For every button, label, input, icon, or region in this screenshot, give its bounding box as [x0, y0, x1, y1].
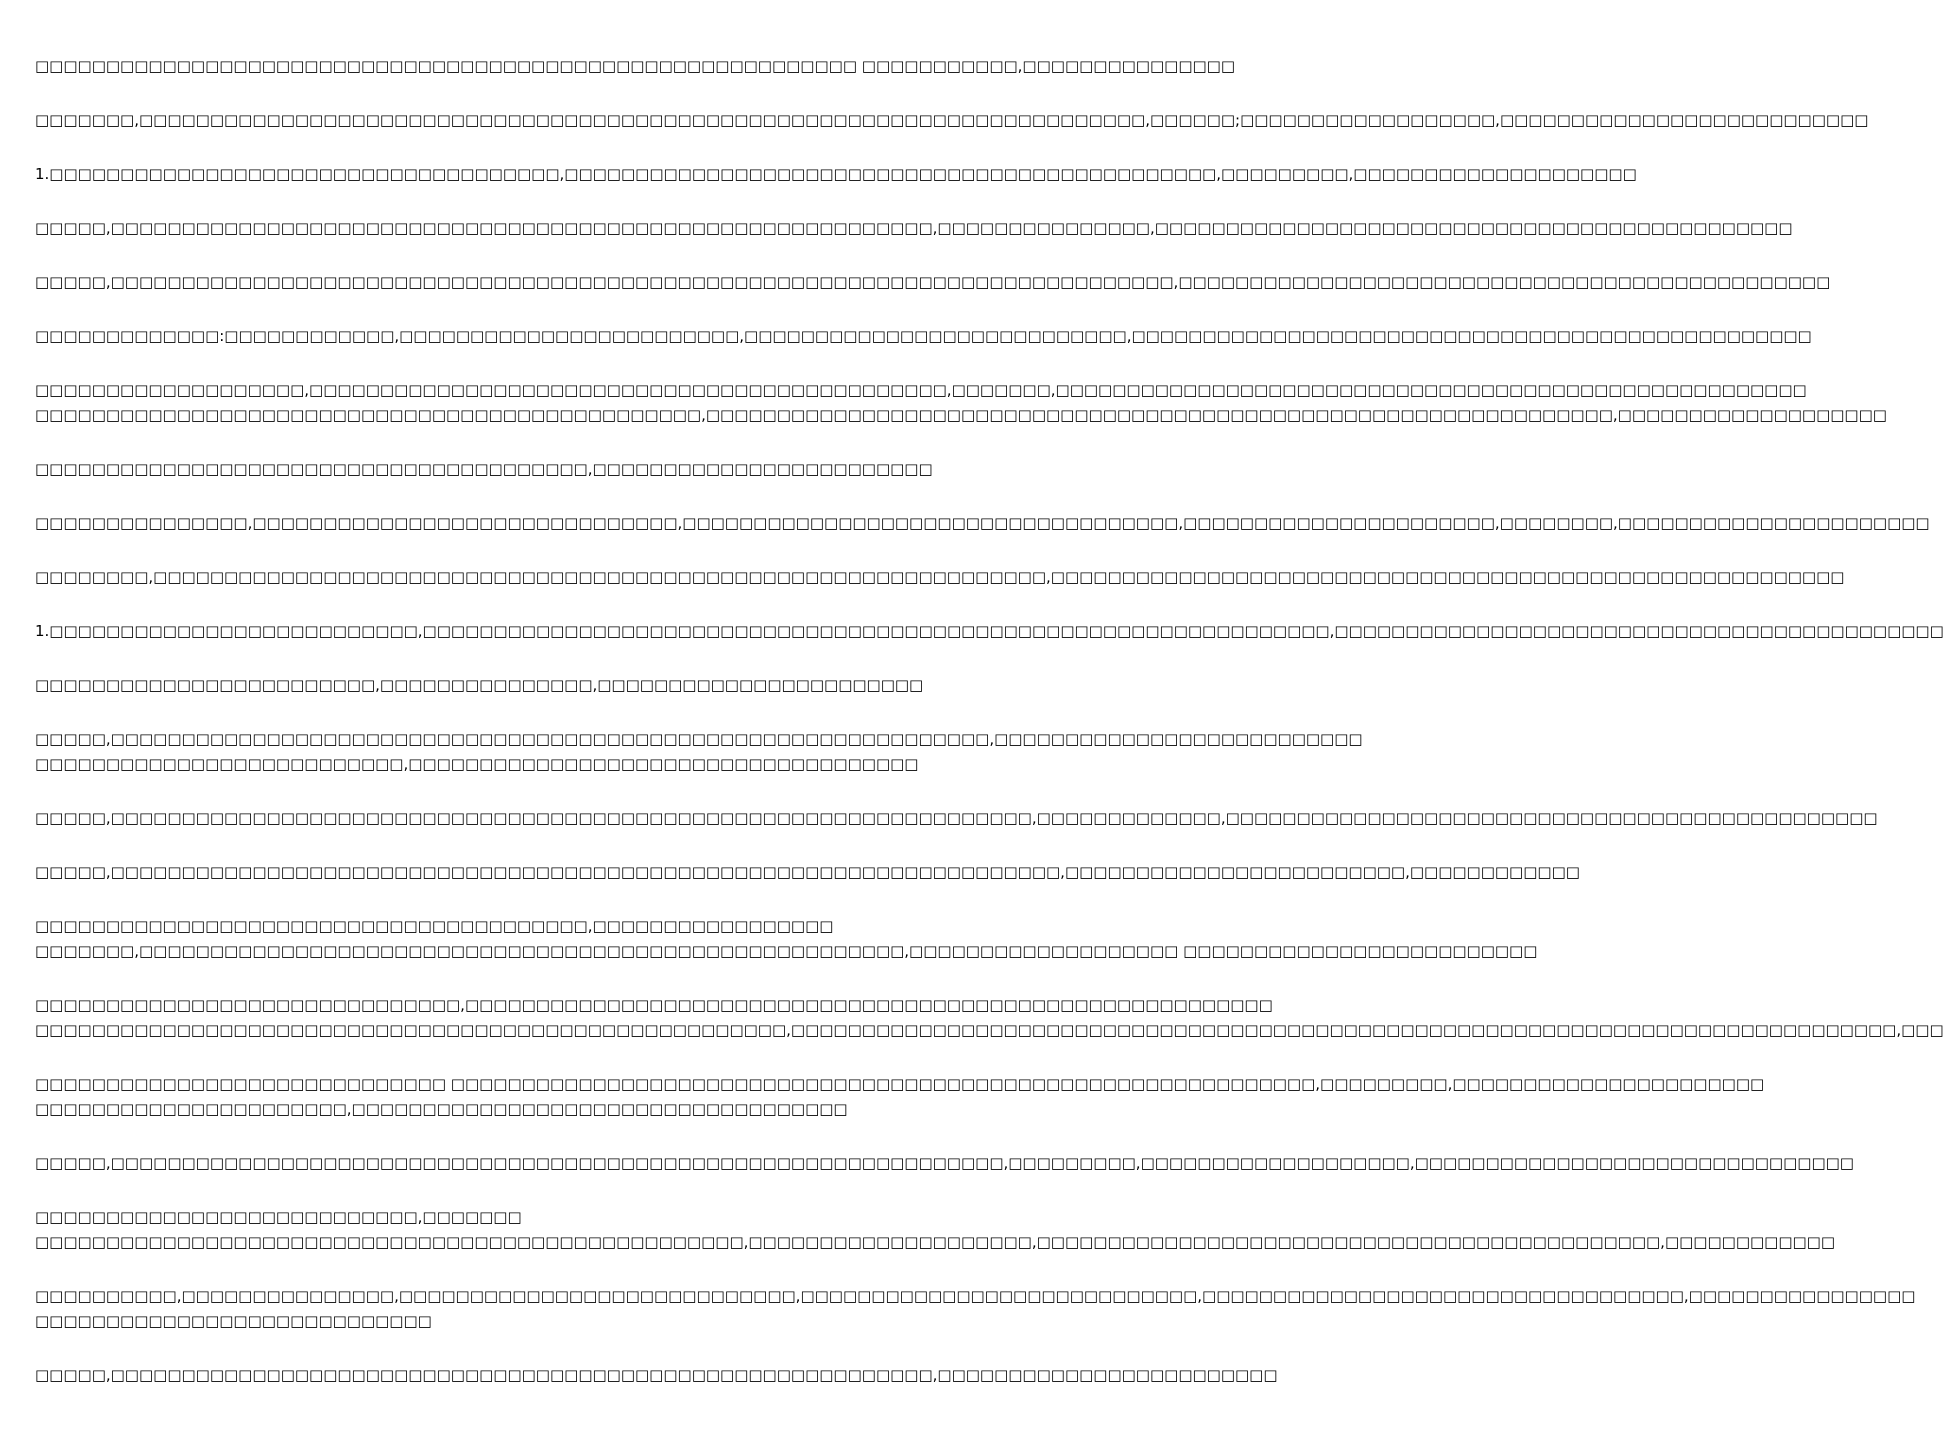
paragraph-line: □□□□□□□□□□□□□□□□□□□□□□□□□□□□□ □□□□□□□□□□□□□□□□□□□□□□□□□□□□□□□□□□□□□□□□□□□□□□□□□□□□□□□□□□□□□,□□□□□□□□□,□□□□□□□□□□□□□□□□□□□□□□: [35, 1075, 1765, 1093]
paragraph: [35, 324, 1812, 349]
paragraph-line: □□□□□□□□□□□□□□□□□□□□□□□□□□□□□□□□□□□□□□□,□□□□□□□□□□□□□□□□□□□□□□□□: [35, 460, 933, 478]
paragraph: [35, 1072, 1765, 1122]
paragraph: [35, 806, 1878, 831]
paragraph: [35, 108, 1869, 133]
paragraph: [35, 216, 1793, 241]
paragraph-line: □□□□□□□□□□□□□□□,□□□□□□□□□□□□□□□□□□□□□□□□□□□□□□,□□□□□□□□□□□□□□□□□□□□□□□□□□□□□□□□□□□,□□□□□□□□□□□□□□□□□□□□□□,□□□□□□□□,□□□□□□□□□□□□□□□□□□□□□□: [35, 514, 1930, 532]
paragraph: [35, 1363, 1278, 1388]
paragraph-line: □□□□□,□□□□□□□□□□□□□□□□□□□□□□□□□□□□□□□□□□□□□□□□□□□□□□□□□□□□□□□□□□□□□□,□□□□□□□□□□□□□□□□□□□□□□□□□□: [35, 730, 1363, 748]
paragraph-line: □□□□□□□□,□□□□□□□□□□□□□□□□□□□□□□□□□□□□□□□□□□□□□□□□□□□□□□□□□□□□□□□□□□□□□□□,□□□□□□□□□□□□□□□□□□□□□□□□□□□□□□□□□□□□□□□□□□□□□□□□□□□□□□□□: [35, 568, 1845, 586]
paragraph: [35, 1151, 1854, 1176]
document-body: [35, 54, 1944, 1417]
paragraph-line: □□□□□,□□□□□□□□□□□□□□□□□□□□□□□□□□□□□□□□□□□□□□□□□□□□□□□□□□□□□□□□□□□□□□□□□□□,□□□□□□□□□□□□□□□□□□□□□□□□,□□□□□□□□□□□□: [35, 863, 1580, 881]
paragraph: [35, 914, 1538, 964]
paragraph-line: □□□□□,□□□□□□□□□□□□□□□□□□□□□□□□□□□□□□□□□□□□□□□□□□□□□□□□□□□□□□□□□□□□□□□□□□□□□□□□□□□,□□□□□□□□□□□□□□□□□□□□□□□□□□□□□□□□□□□□□□□□□□□□□□: [35, 273, 1831, 291]
paragraph: [35, 162, 1637, 187]
paragraph: [35, 457, 989, 482]
paragraph-line: □□□□□□□□□□□□□:□□□□□□□□□□□□,□□□□□□□□□□□□□□□□□□□□□□□□,□□□□□□□□□□□□□□□□□□□□□□□□□□□,□□□□□□□□□□□□□□□□□□□□□□□□□□□□□□□□□□□□□□□□□□□□□□□□: [35, 327, 1812, 345]
paragraph-line: □□□□□□□□□□□□□□□□□□□□□□□□□□□□□□,□□□□□□□□□□□□□□□□□□□□□□□□□□□□□□□□□□□□□□□□□□□□□□□□□□□□□□□□□: [35, 996, 1273, 1014]
paragraph-line: □□□□□,□□□□□□□□□□□□□□□□□□□□□□□□□□□□□□□□□□□□□□□□□□□□□□□□□□□□□□□□□□,□□□□□□□□□□□□□□□,□□□□□□□□□□□□□□□□□□□□□□□□□□□□□□□□□□□□□□□□□□□□□: [35, 219, 1793, 237]
paragraph: [35, 54, 1236, 79]
paragraph: [35, 993, 1944, 1043]
paragraph-line: □□□□□□□□□□,□□□□□□□□□□□□□□□,□□□□□□□□□□□□□□□□□□□□□□□□□□□□,□□□□□□□□□□□□□□□□□□□□□□□□□□□□,□□□□□□□□□□□□□□□□□□□□□□□□□□□□□□□□□□,□□□□□□□□□□□□□□□□: [35, 1287, 1916, 1305]
paragraph-line: □□□□□□□□□□□□□□□□□□□□□□□□□□□□□□□□□□□□□□□□□□□□□□□□□□□□□□□□□□ □□□□□□□□□□□,□□□□□□□□□□□□□□□: [35, 57, 1236, 75]
paragraph-line: 1.□□□□□□□□□□□□□□□□□□□□□□□□□□,□□□□□□□□□□□□□□□□□□□□□□□□□□□□□□□□□□□□□□□□□□□□□□□□□□□□□□□□□□□□□□□□,□□□□□□□□□□□□□□□□□□□□□□□□□□□□□□□□□□□□□□□□□□□: [35, 622, 1944, 640]
paragraph: [35, 565, 1845, 590]
paragraph: [35, 1205, 1836, 1255]
paragraph: [35, 727, 1363, 777]
paragraph-line: □□□□□□□□□□□□□□□□□□□□□□□□□□□□□□□□□□□□□□□□□□□□□□□□□□□□□,□□□□□□□□□□□□□□□□□□□□□□□□□□□□□□□□□□□□□□□□□□□□□□□□□□□□□□□□□□□□□□□□□□□□□□□□□□□□□□,□□□: [35, 1021, 1944, 1039]
paragraph-line: 1.□□□□□□□□□□□□□□□□□□□□□□□□□□□□□□□□□□□□,□□□□□□□□□□□□□□□□□□□□□□□□□□□□□□□□□□□□□□□□□□□□□□,□□□□□□□□□,□□□□□□□□□□□□□□□□□□□□: [35, 165, 1637, 183]
paragraph-line: □□□□□□□□□□□□□□□□□□□□□□□□,□□□□□□□□□□□□□□□,□□□□□□□□□□□□□□□□□□□□□□□: [35, 676, 924, 694]
paragraph-line: □□□□□□□□□□□□□□□□□□□□□□□□□□□□□□□□□□□□□□□,□□□□□□□□□□□□□□□□□: [35, 917, 834, 935]
paragraph-line: □□□□□□□,□□□□□□□□□□□□□□□□□□□□□□□□□□□□□□□□□□□□□□□□□□□□□□□□□□□□□□,□□□□□□□□□□□□□□□□□□□ □□□□□□□□□□□□□□□□□□□□□□□□□: [35, 942, 1538, 960]
paragraph-line: □□□□□□□□□□□□□□□□□□□□□□□□□□□□: [35, 1312, 432, 1330]
paragraph-line: □□□□□□□□□□□□□□□□□□□,□□□□□□□□□□□□□□□□□□□□□□□□□□□□□□□□□□□□□□□□□□□□□,□□□□□□□,□□□□□□□□□□□□□□□□□□□□□□□□□□□□□□□□□□□□□□□□□□□□□□□□□□□□□: [35, 381, 1807, 399]
paragraph: [35, 270, 1831, 295]
paragraph: [35, 378, 1887, 428]
paragraph: [35, 511, 1930, 536]
paragraph-line: □□□□□□□□□□□□□□□□□□□□□□□□□□,□□□□□□□□□□□□□□□□□□□□□□□□□□□□□□□□□□□□: [35, 755, 919, 773]
paragraph-line: □□□□□□□□□□□□□□□□□□□□□□□□□□□,□□□□□□□: [35, 1208, 522, 1226]
paragraph: [35, 673, 989, 698]
paragraph-line: □□□□□□□□□□□□□□□□□□□□□□□□□□□□□□□□□□□□□□□□□□□□□□□,□□□□□□□□□□□□□□□□□□□□□□□□□□□□□□□□□□□□□□□□□□□□□□□□□□□□□□□□□□□□□□□□,□□□□□□□□□□□□□□□□□□□: [35, 406, 1887, 424]
paragraph-line: □□□□□□□,□□□□□□□□□□□□□□□□□□□□□□□□□□□□□□□□□□□□□□□□□□□□□□□□□□□□□□□□□□□□□□□□□□□□□□□,□□□□□□;□□□□□□□□□□□□□□□□□□,□□□□□□□□□□□□□□□□□□□□□□□□□□: [35, 111, 1869, 129]
paragraph-line: □□□□□□□□□□□□□□□□□□□□□□,□□□□□□□□□□□□□□□□□□□□□□□□□□□□□□□□□□□: [35, 1100, 848, 1118]
paragraph: [35, 619, 1944, 644]
paragraph: [35, 1284, 1916, 1334]
paragraph-line: □□□□□,□□□□□□□□□□□□□□□□□□□□□□□□□□□□□□□□□□□□□□□□□□□□□□□□□□□□□□□□□□□□□□□□□,□□□□□□□□□□□□□,□□□□□□□□□□□□□□□□□□□□□□□□□□□□□□□□□□□□□□□□□□□□□□: [35, 809, 1878, 827]
paragraph-line: □□□□□□□□□□□□□□□□□□□□□□□□□□□□□□□□□□□□□□□□□□□□□□□□□□,□□□□□□□□□□□□□□□□□□□□,□□□□□□□□□□□□□□□□□□□□□□□□□□□□□□□□□□□□□□□□□□□□,□□□□□□□□□□□□: [35, 1233, 1836, 1251]
paragraph-line: □□□□□,□□□□□□□□□□□□□□□□□□□□□□□□□□□□□□□□□□□□□□□□□□□□□□□□□□□□□□□□□□□□□□□,□□□□□□□□□,□□□□□□□□□□□□□□□□□□□,□□□□□□□□□□□□□□□□□□□□□□□□□□□□□□□: [35, 1154, 1854, 1172]
paragraph: [35, 860, 1580, 885]
paragraph-line: □□□□□,□□□□□□□□□□□□□□□□□□□□□□□□□□□□□□□□□□□□□□□□□□□□□□□□□□□□□□□□□□,□□□□□□□□□□□□□□□□□□□□□□□□: [35, 1366, 1278, 1384]
